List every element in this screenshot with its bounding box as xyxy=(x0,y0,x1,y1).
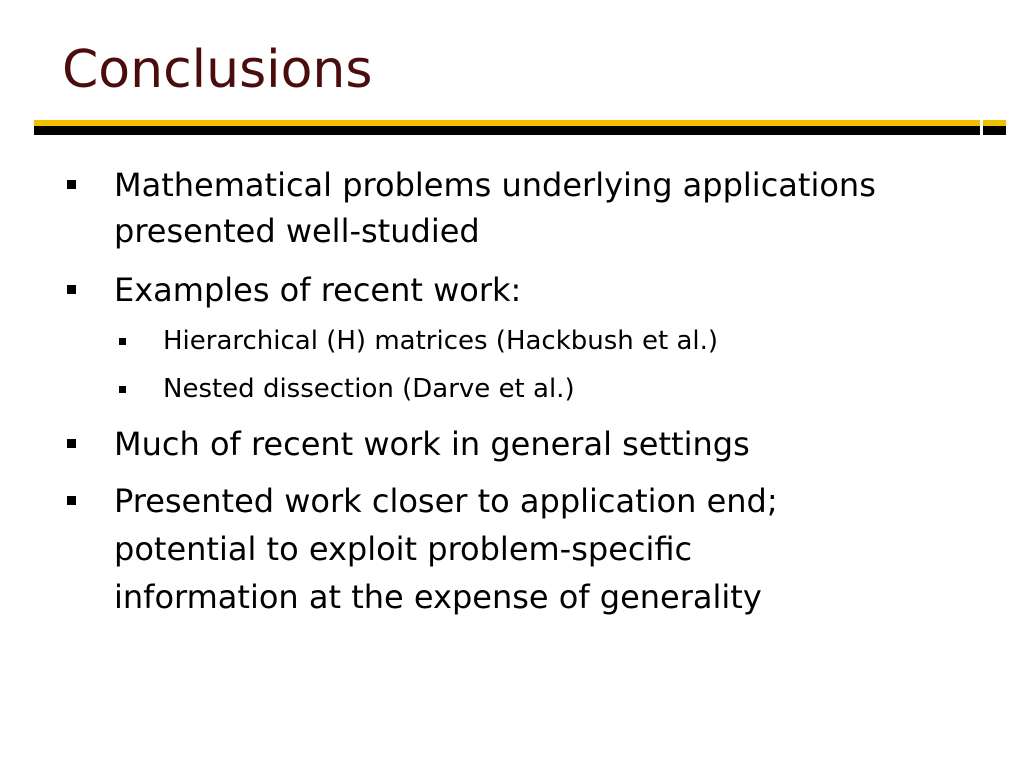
bullet-4-line-3: information at the expense of generality xyxy=(114,578,762,616)
bullet-square-icon xyxy=(67,439,76,448)
bullet-3-line-1: Much of recent work in general settings xyxy=(114,425,750,463)
sub-bullet-square-icon xyxy=(119,338,126,345)
bullet-square-icon xyxy=(67,180,76,189)
bullet-2-line-1: Examples of recent work: xyxy=(114,271,522,309)
bullet-1-line-2: presented well-studied xyxy=(114,212,480,250)
bullet-1-line-1: Mathematical problems underlying applications xyxy=(114,166,876,204)
bullet-square-icon xyxy=(67,285,76,294)
bullet-4-line-1: Presented work closer to application end; xyxy=(114,482,778,520)
bullet-square-icon xyxy=(67,496,76,505)
sub-bullet-square-icon xyxy=(119,386,126,393)
slide-title: Conclusions xyxy=(62,40,373,100)
bullet-4-line-2: potential to exploit problem-specific xyxy=(114,530,693,568)
sub-bullet-2: Nested dissection (Darve et al.) xyxy=(163,374,575,404)
sub-bullet-1: Hierarchical (H) matrices (Hackbush et al.) xyxy=(163,326,719,356)
